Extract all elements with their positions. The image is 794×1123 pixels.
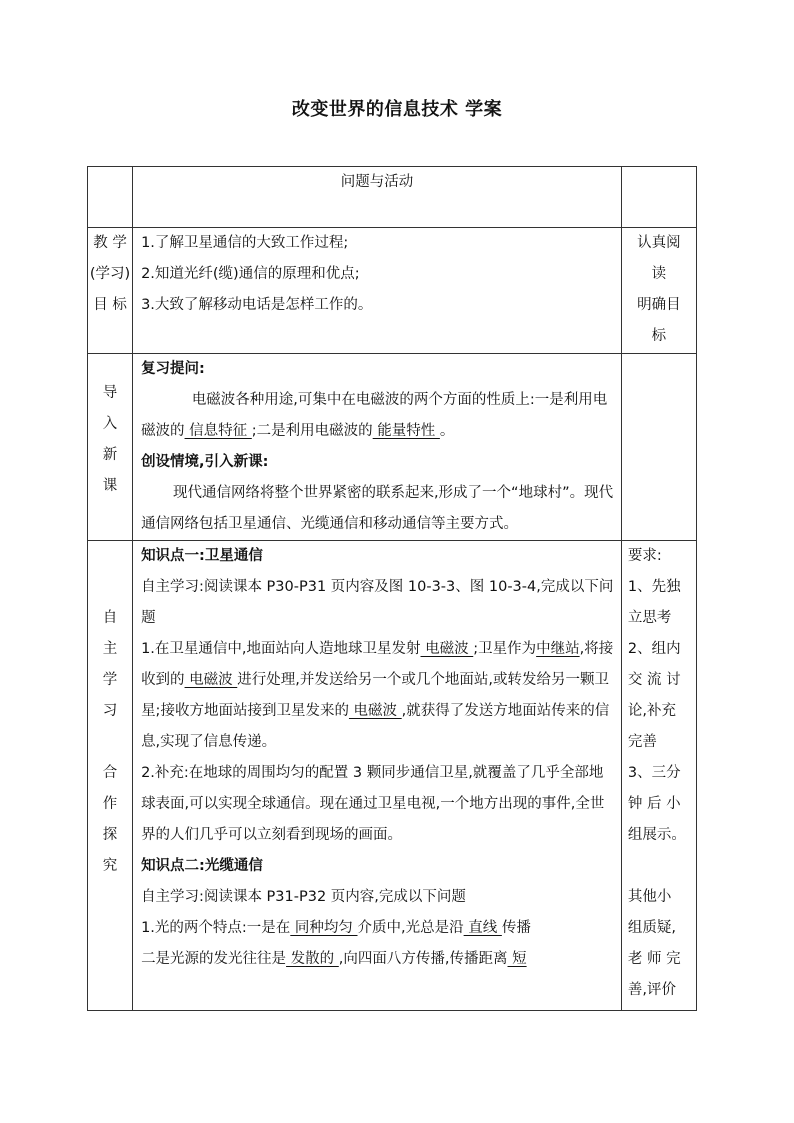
note-line: 其他小 — [627, 889, 672, 905]
question-text: ,就获得了发送方地面站传来的信息,实现了信息传递。 — [141, 703, 610, 750]
knowledge-heading: 知识点一:卫星通信 — [141, 548, 263, 564]
note-line: 要求: — [627, 548, 662, 564]
self-study-instruction: 自主学习:阅读课本 P31-P32 页内容,完成以下问题 — [141, 889, 466, 905]
intro-label-cell — [88, 354, 133, 541]
note-line: 交 流 讨 — [627, 672, 681, 688]
answer-blank: 发散的 — [286, 951, 339, 967]
objectives-row — [88, 228, 697, 354]
study-note — [621, 541, 696, 1011]
scene-heading: 创设情境,引入新课: — [141, 454, 269, 470]
note-line: 钟 后 小 — [627, 796, 681, 812]
intro-note-empty — [621, 354, 696, 541]
review-paragraph — [141, 385, 615, 447]
study-label-char: 作 — [102, 796, 118, 812]
header-cell-activities — [133, 167, 622, 228]
objectives-note — [621, 228, 696, 354]
study-label-char: 探 — [102, 827, 118, 843]
study-row — [88, 541, 697, 1011]
note-line: 2、组内 — [627, 641, 681, 657]
answer-blank: 短 — [507, 951, 527, 967]
question-text: ;卫星作为 — [473, 641, 537, 657]
header-cell-empty — [88, 167, 133, 228]
study-label-char: 学 — [102, 672, 118, 688]
question-paragraph — [141, 944, 615, 975]
objectives-label-line: (学习) — [89, 266, 131, 282]
note-line: 立思考 — [627, 610, 672, 626]
note-line: 1、先独 — [627, 579, 681, 595]
intro-label-char: 课 — [102, 478, 118, 494]
intro-label-char: 导 — [102, 385, 118, 401]
study-label-cell — [88, 541, 133, 1011]
scene-paragraph: 现代通信网络将整个世界紧密的联系起来,形成了一个“地球村”。现代通信网络包括卫星通信、光缆通信和移动通信等主要方式。 — [141, 485, 614, 532]
page-title: 改变世界的信息技术 学案 — [291, 99, 503, 120]
study-label-char: 究 — [102, 858, 118, 874]
question-text: ,向四面八方传播,传播距离 — [338, 951, 508, 967]
intro-row — [88, 354, 697, 541]
objectives-label-cell — [88, 228, 133, 354]
note-line: 明确目 — [637, 297, 681, 313]
answer-blank: 信息特征 — [184, 423, 252, 439]
note-line: 组质疑, — [627, 920, 676, 936]
note-line: 认真阅 — [637, 235, 681, 251]
note-line: 读 — [651, 266, 667, 282]
lesson-table — [87, 166, 697, 1011]
intro-label-char: 新 — [102, 447, 118, 463]
supplement-paragraph: 2.补充:在地球的周围均匀的配置 3 颗同步通信卫星,就覆盖了几乎全部地球表面,可以实现全球通信。现在通过卫星电视,一个地方出现的事件,全世界的人们几乎可以立刻看到现场的画面。 — [141, 765, 605, 843]
study-label-char: 习 — [102, 703, 118, 719]
question-text: 进行处理,并发送给另一个或几个地面站,或转发给另一颗卫星;接收方地面站接到卫星发来的 — [141, 672, 609, 719]
note-line: 组展示。 — [627, 827, 686, 843]
note-line: 善,评价 — [627, 982, 676, 998]
question-text: 1.在卫星通信中,地面站向人造地球卫星发射 — [141, 641, 421, 657]
question-text: 介质中,光总是沿 — [357, 920, 464, 936]
header-activities-label: 问题与活动 — [340, 174, 414, 190]
answer-blank: 中继站 — [536, 641, 580, 657]
objective-item: 3.大致了解移动电话是怎样工作的。 — [141, 297, 373, 313]
note-line: 标 — [651, 328, 667, 344]
answer-blank: 直线 — [463, 920, 502, 936]
self-study-instruction: 自主学习:阅读课本 P30-P31 页内容及图 10-3-3、图 10-3-4,完成以下问题 — [141, 579, 614, 626]
study-label-char: 合 — [102, 765, 118, 781]
header-cell-empty-right — [621, 167, 696, 228]
objective-item: 1.了解卫星通信的大致工作过程; — [141, 235, 349, 251]
answer-blank: 电磁波 — [184, 672, 238, 688]
review-text: 电磁波各种用途,可集中在电磁波的两个方面的性质上:一是利用电磁波的 — [141, 392, 608, 439]
intro-content — [133, 354, 622, 541]
header-row — [88, 167, 697, 228]
review-heading: 复习提问: — [141, 361, 205, 377]
note-gap — [628, 851, 690, 882]
answer-blank: 电磁波 — [348, 703, 402, 719]
study-label-gap — [88, 727, 132, 758]
question-paragraph — [141, 913, 615, 944]
objective-item: 2.知道光纤(缆)通信的原理和优点; — [141, 266, 360, 282]
question-text: 1.光的两个特点:一是在 — [141, 920, 291, 936]
note-line: 完善 — [627, 734, 657, 750]
question-text: 传播 — [501, 920, 531, 936]
question-text: 二是光源的发光往往是 — [141, 951, 287, 967]
note-line: 3、三分 — [627, 765, 681, 781]
question-paragraph — [141, 634, 615, 758]
intro-label-char: 入 — [102, 416, 118, 432]
review-text: ;二是利用电磁波的 — [251, 423, 373, 439]
answer-blank: 能量特性 — [372, 423, 440, 439]
note-line: 论,补充 — [627, 703, 676, 719]
review-text: 。 — [439, 423, 455, 439]
answer-blank: 同种均匀 — [290, 920, 358, 936]
answer-blank: 电磁波 — [420, 641, 474, 657]
study-label-char: 自 — [102, 610, 118, 626]
objectives-label-line: 教 学 — [93, 235, 127, 251]
question-text: ,将接收到的 — [141, 641, 614, 688]
study-label-char: 主 — [102, 641, 118, 657]
note-line: 老 师 完 — [627, 951, 681, 967]
objectives-label-line: 目 标 — [93, 297, 127, 313]
knowledge-heading: 知识点二:光缆通信 — [141, 858, 263, 874]
study-content — [133, 541, 622, 1011]
objectives-content — [133, 228, 622, 354]
